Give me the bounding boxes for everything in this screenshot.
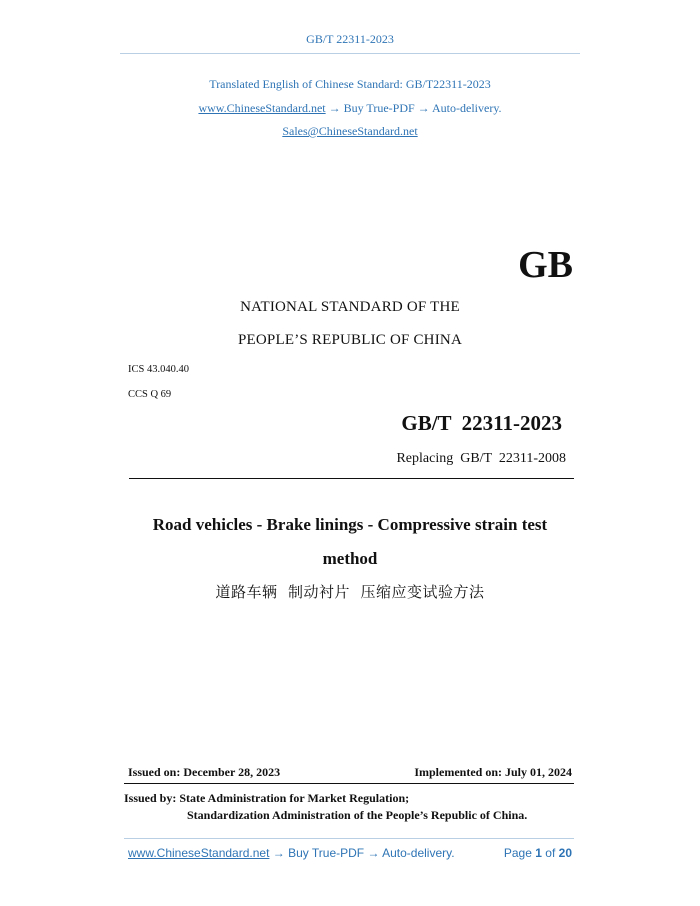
footer-purchase-line: [128, 846, 455, 860]
replacing-note: Replacing GB/T 22311-2008: [396, 451, 566, 466]
translation-note: Translated English of Chinese Standard: GB/T22311-2023: [209, 77, 491, 91]
title-divider: [129, 478, 574, 479]
page-indicator: [504, 846, 572, 860]
site-link[interactable]: www.ChineseStandard.net: [198, 101, 326, 115]
national-standard-line1: NATIONAL STANDARD OF THE: [240, 299, 460, 315]
title-line2: method: [322, 549, 378, 568]
purchase-line: [0, 101, 700, 116]
issued-by-line1: Issued by: State Administration for Market Regulation;: [124, 791, 410, 805]
dates-divider: [124, 783, 574, 784]
email-link[interactable]: Sales@ChineseStandard.net: [282, 124, 418, 138]
standard-code: GB/T 22311-2023: [401, 411, 562, 435]
page-total: 20: [558, 846, 572, 860]
page-word: Page: [503, 846, 532, 860]
title-line1: Road vehicles - Brake linings - Compressive strain test: [152, 515, 548, 534]
issued-date: Issued on: December 28, 2023: [128, 765, 281, 779]
footer-divider: [124, 838, 574, 839]
national-standard-line2: PEOPLE’S REPUBLIC OF CHINA: [238, 332, 462, 348]
footer-purchase-text: → Buy True-PDF → Auto-delivery.: [269, 846, 455, 860]
email-line: [0, 124, 700, 139]
implemented-date: Implemented on: July 01, 2024: [414, 765, 572, 779]
ics-code: ICS 43.040.40: [128, 364, 189, 375]
gb-mark: GB: [518, 244, 573, 286]
running-header: GB/T 22311-2023: [306, 32, 394, 46]
ccs-code: CCS Q 69: [128, 389, 172, 400]
of-word: of: [545, 846, 556, 860]
purchase-text: → Buy True-PDF → Auto-delivery.: [325, 101, 502, 115]
footer-site-link[interactable]: www.ChineseStandard.net: [128, 846, 270, 860]
page-number: 1: [535, 846, 542, 860]
issued-by-line2: Standardization Administration of the People’s Republic of China.: [187, 808, 528, 822]
header-divider: [120, 53, 580, 54]
chinese-title: 道路车辆 制动衬片 压缩应变试验方法: [215, 583, 485, 601]
